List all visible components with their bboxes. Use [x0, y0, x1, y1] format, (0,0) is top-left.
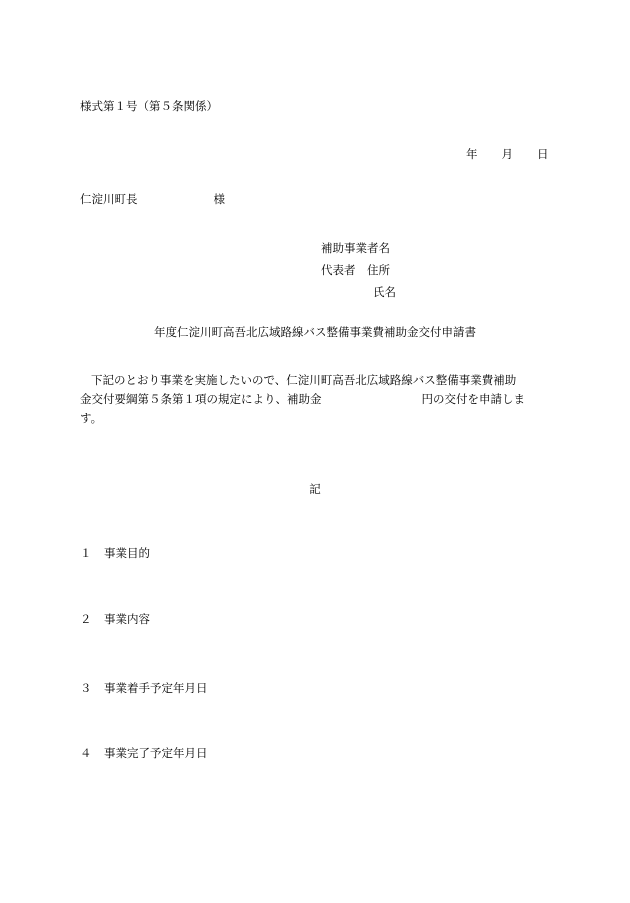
body-line-2: [80, 390, 554, 409]
item-number: ２: [80, 612, 92, 626]
item-label: 事業内容: [104, 612, 150, 626]
item-content: [80, 614, 150, 626]
date-month-label: 月: [501, 147, 513, 161]
body-line-1: 下記のとおり事業を実施したいので、仁淀川町高吾北広域路線バス整備事業費補助: [91, 373, 517, 387]
item-label: 事業目的: [104, 546, 150, 560]
item-completion-date: [80, 748, 208, 760]
item-label: 事業着手予定年月日: [104, 681, 208, 695]
representative-row: [321, 259, 396, 281]
document-title: 年度仁淀川町高吾北広域路線バス整備事業費補助金交付申請書: [154, 325, 476, 339]
applicant-block: [321, 237, 396, 303]
application-date: [466, 149, 549, 161]
item-start-date: [80, 683, 208, 695]
name-label: 氏名: [373, 285, 396, 299]
application-body: [80, 371, 554, 428]
representative-label: 代表者: [321, 263, 356, 277]
addressee-title: 仁淀川町長: [80, 192, 138, 206]
form-number: 様式第１号（第５条関係）: [80, 99, 218, 113]
addressee: [80, 194, 225, 206]
body-line-3: す。: [80, 411, 103, 425]
body-line-2-after: 円の交付を申請しま: [421, 392, 525, 406]
date-year-label: 年: [466, 147, 478, 161]
addressee-honorific: 様: [213, 192, 225, 206]
item-number: １: [80, 546, 92, 560]
business-name-label: 補助事業者名: [321, 241, 390, 255]
date-day-label: 日: [537, 147, 549, 161]
item-purpose: [80, 548, 150, 560]
body-line-2-before: 金交付要綱第５条第１項の規定により、補助金: [80, 392, 322, 406]
ki-heading: 記: [309, 482, 321, 496]
item-label: 事業完了予定年月日: [104, 746, 208, 760]
item-number: ３: [80, 681, 92, 695]
item-number: ４: [80, 746, 92, 760]
address-label: 住所: [367, 263, 390, 277]
